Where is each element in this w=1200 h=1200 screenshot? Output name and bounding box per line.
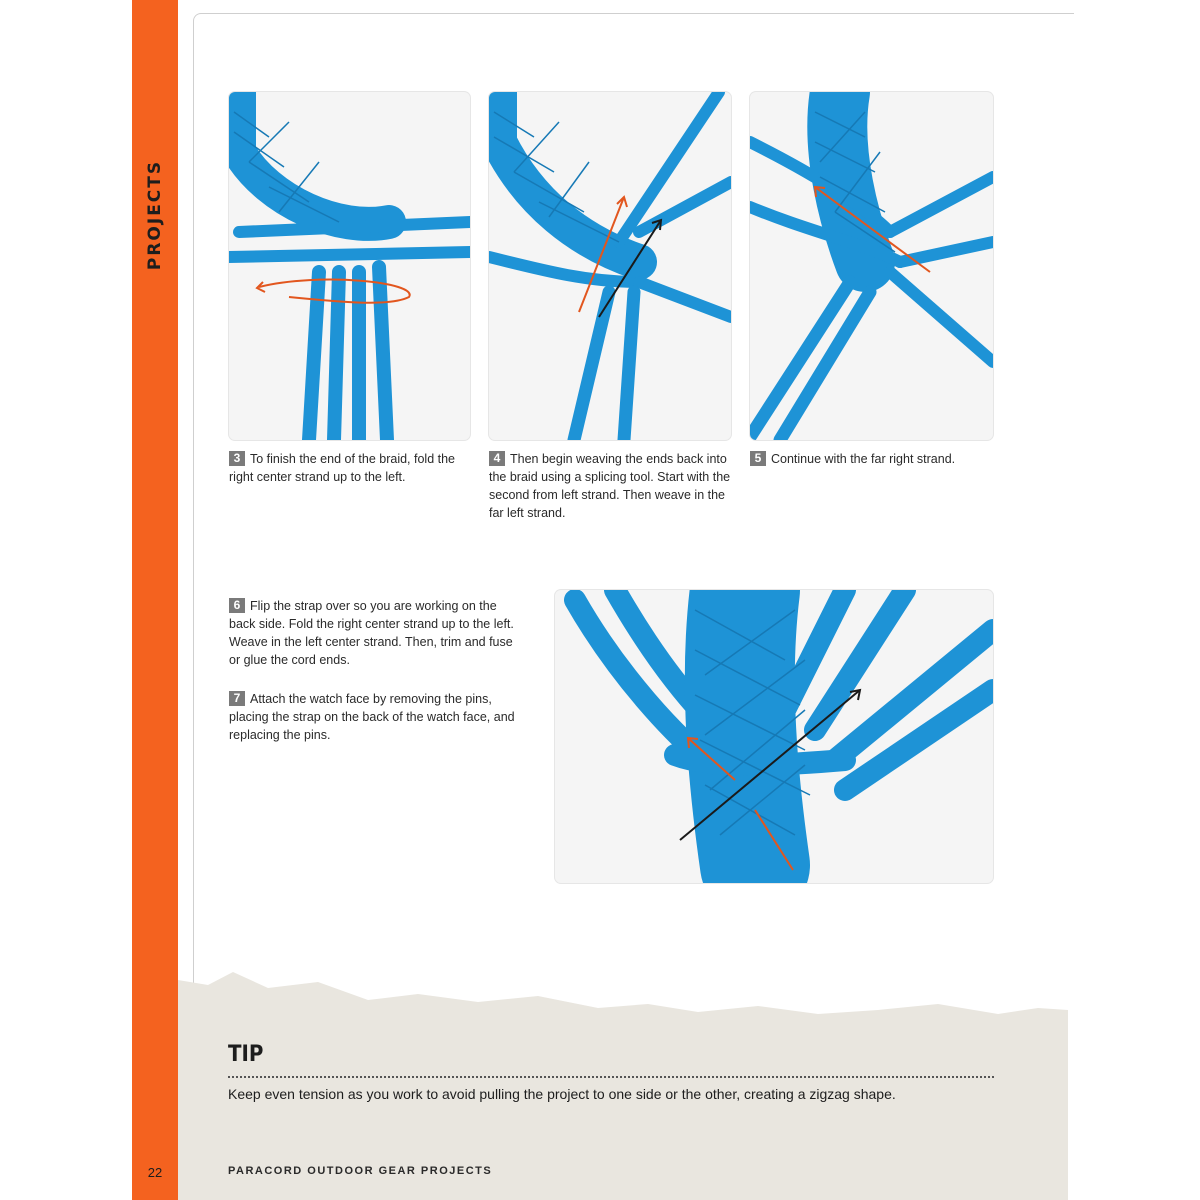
step-6-photo xyxy=(555,590,993,883)
step-3-caption xyxy=(229,450,470,486)
tip-divider xyxy=(228,1076,994,1078)
step-text: Attach the watch face by removing the pins, placing the strap on the back of the watch face, and replacing the pins. xyxy=(229,692,515,742)
mountain-band-shape xyxy=(178,960,1068,1200)
braided-cord-image xyxy=(489,92,731,440)
step-5-photo xyxy=(750,92,993,440)
braided-cord-image xyxy=(229,92,470,440)
step-number-badge: 7 xyxy=(229,691,245,706)
step-4-caption xyxy=(489,450,733,522)
tip-text: Keep even tension as you work to avoid pulling the project to one side or the other, creating a zigzag shape. xyxy=(228,1086,896,1102)
step-number-badge: 4 xyxy=(489,451,505,466)
tip-band xyxy=(178,960,1068,1200)
step-6-caption xyxy=(229,597,525,669)
step-5-caption xyxy=(750,450,993,468)
step-7-caption xyxy=(229,690,525,744)
step-number-badge: 5 xyxy=(750,451,766,466)
step-number-badge: 6 xyxy=(229,598,245,613)
step-3-photo xyxy=(229,92,470,440)
step-text: Then begin weaving the ends back into the braid using a splicing tool. Start with the second from left strand. Then weave in the far left strand. xyxy=(489,452,731,520)
footer-book-title: PARACORD OUTDOOR GEAR PROJECTS xyxy=(228,1165,493,1177)
braided-cord-image xyxy=(750,92,993,440)
step-text: Continue with the far right strand. xyxy=(771,452,956,466)
tip-heading: TIP xyxy=(228,1042,264,1067)
page-number: 22 xyxy=(132,1160,178,1200)
section-label: PROJECTS xyxy=(145,159,166,271)
step-text: Flip the strap over so you are working on the back side. Fold the right center strand up to the left. Weave in the left center strand. Then, trim and fuse or glue the cord ends. xyxy=(229,599,514,667)
step-number-badge: 3 xyxy=(229,451,245,466)
step-4-photo xyxy=(489,92,731,440)
braided-cord-image xyxy=(555,590,993,883)
step-text: To finish the end of the braid, fold the right center strand up to the left. xyxy=(229,452,455,484)
